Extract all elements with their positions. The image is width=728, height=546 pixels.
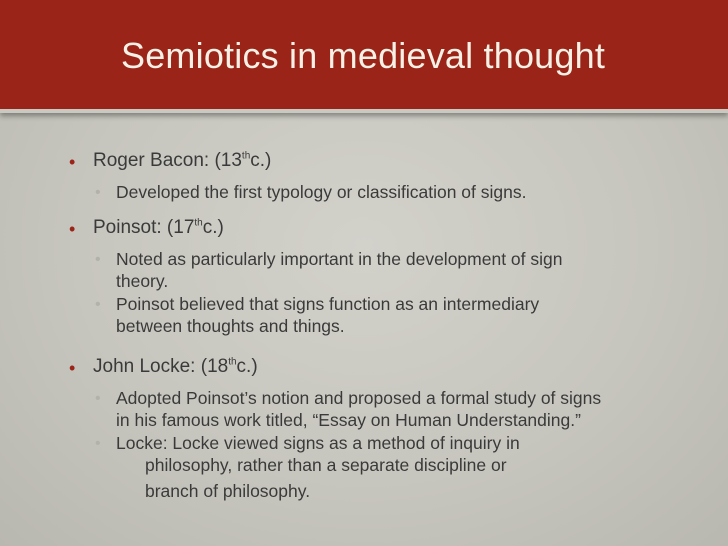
- item-text: Roger Bacon: (13: [93, 150, 242, 171]
- bullet-item-john-locke: [93, 356, 258, 378]
- item-text: Poinsot: (17: [93, 217, 195, 238]
- sub-item-line: in his famous work titled, “Essay on Human Understanding.”: [116, 410, 581, 430]
- sub-item-line: between thoughts and things.: [116, 316, 345, 336]
- sub-item-line: philosophy, rather than a separate discipline or: [145, 455, 507, 475]
- sub-item-line: Developed the first typology or classification of signs.: [116, 182, 527, 202]
- sub-item-line: Poinsot believed that signs function as an intermediary: [116, 294, 540, 314]
- item-text: c.): [250, 150, 272, 171]
- sub-bullet-icon: •: [95, 390, 101, 407]
- slide-title: Semiotics in medieval thought: [121, 35, 606, 76]
- item-superscript: th: [194, 217, 203, 229]
- item-text: John Locke: (18: [93, 356, 229, 377]
- item-superscript: th: [228, 356, 237, 368]
- bullet-icon: •: [69, 358, 76, 378]
- sub-bullet-icon: •: [95, 184, 101, 201]
- sub-item-line: Locke: Locke viewed signs as a method of inquiry in: [116, 433, 520, 453]
- item-text: c.): [236, 356, 258, 377]
- bullet-icon: •: [69, 219, 76, 239]
- bullet-icon: •: [69, 152, 76, 172]
- item-text: c.): [202, 217, 224, 238]
- sub-item-line: Adopted Poinsot’s notion and proposed a formal study of signs: [116, 388, 602, 408]
- sub-bullet-icon: •: [95, 296, 101, 313]
- bullet-item-poinsot: [93, 217, 224, 239]
- sub-item-line: theory.: [116, 271, 169, 291]
- item-superscript: th: [241, 150, 251, 162]
- sub-item-line: branch of philosophy.: [145, 481, 311, 501]
- bullet-item-roger-bacon: [93, 150, 271, 172]
- sub-bullet-icon: •: [95, 251, 101, 268]
- sub-item-line: Noted as particularly important in the development of sign: [116, 249, 563, 269]
- sub-bullet-icon: •: [95, 435, 101, 452]
